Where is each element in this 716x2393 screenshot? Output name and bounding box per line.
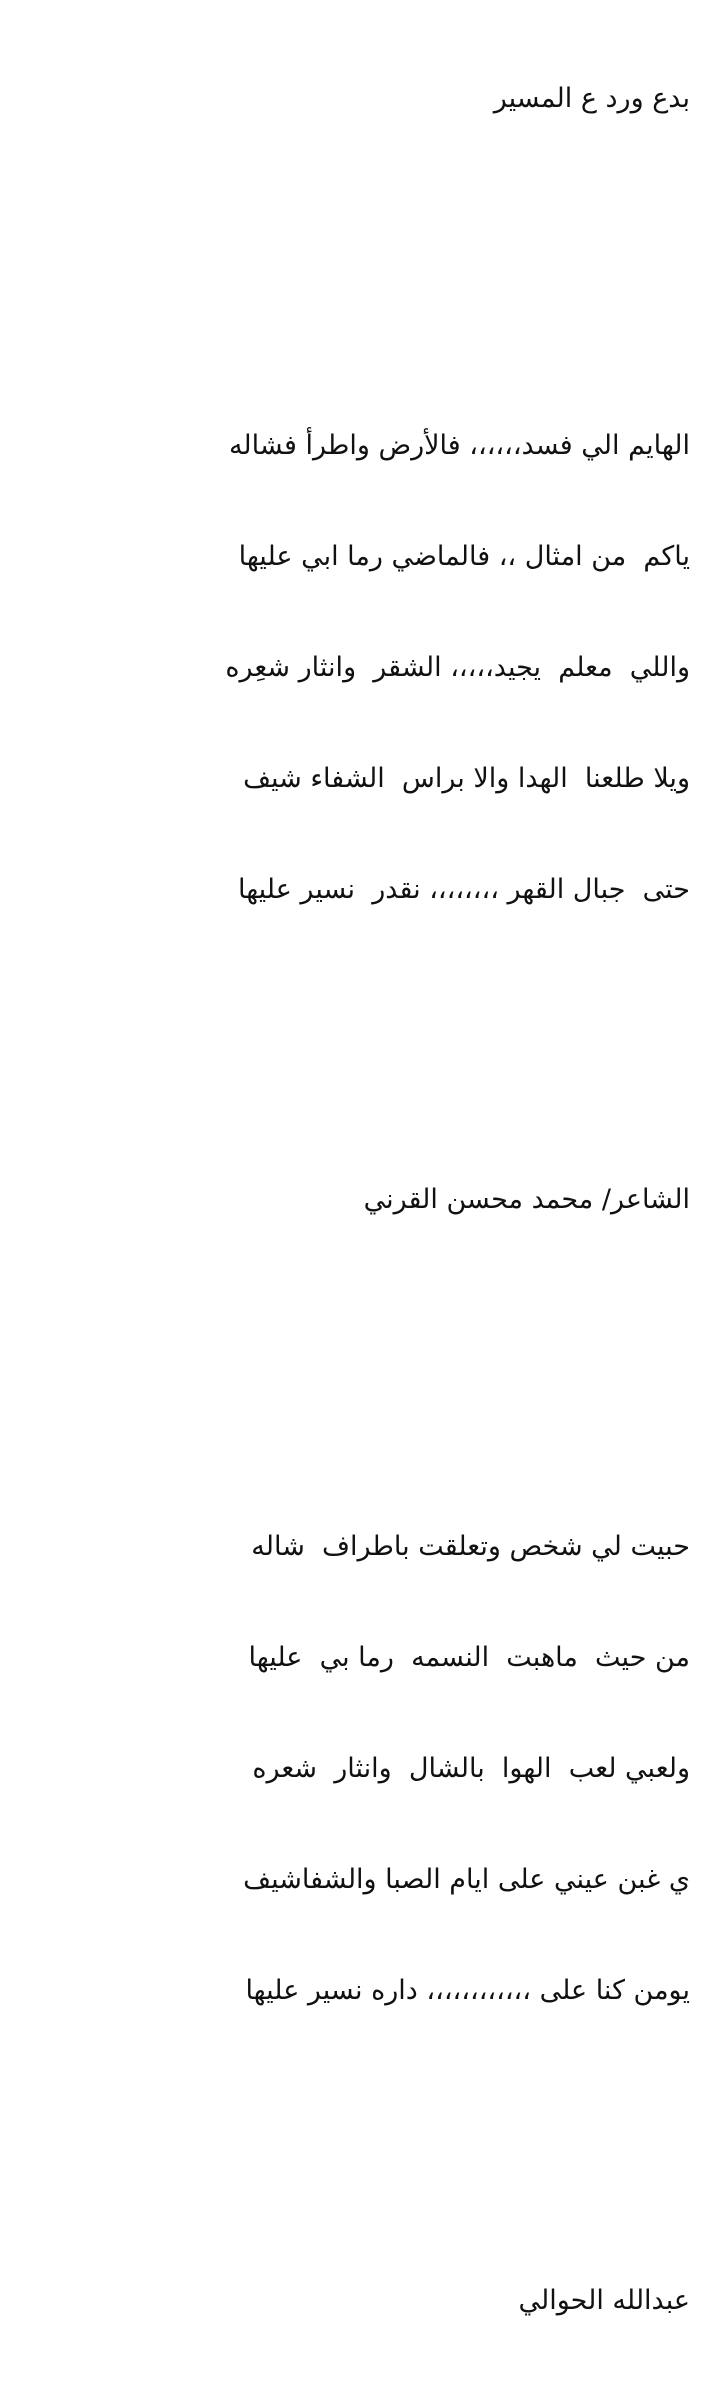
poem-2-line: ي غبن عيني على ايام الصبا والشفاشيف <box>243 1864 690 1895</box>
poem-1-line: الهايم الي فسد،،،،،، فالأرض واطرأ فشاله <box>228 430 690 461</box>
poem-text-block <box>190 6 690 2393</box>
poem-2-line: ولعبي لعب الهوا بالشال وانثار شعره <box>252 1753 690 1784</box>
poem-2-author: عبدالله الحوالي <box>518 2285 690 2316</box>
spacer <box>190 1056 690 1107</box>
spacer <box>190 191 690 242</box>
spacer <box>190 2157 690 2208</box>
poem-1-line: ياكم من امثال ،، فالماضي رما ابي عليها <box>238 541 690 572</box>
poem-1-author: الشاعر/ محمد محسن القرني <box>363 1184 690 1215</box>
document-title: بدع ورد ع المسير <box>493 83 690 114</box>
poem-1 <box>190 353 690 982</box>
poem-2-line: من حيث ماهبت النسمه رما بي عليها <box>248 1642 690 1673</box>
poem-1-line: حتى جبال القهر ،،،،،،،، نقدر نسير عليها <box>237 874 690 905</box>
poem-1-line: واللي معلم يجيد،،،،، الشقر وانثار شعِره <box>225 652 690 683</box>
poem-2-line: يومن كنا على ،،،،،،،،،،،، داره نسير عليها <box>245 1975 690 2006</box>
poem-1-line: ويلا طلعنا الهدا والا براس الشفاء شيف <box>243 763 690 794</box>
poem-2 <box>190 1454 690 2083</box>
spacer <box>190 1292 690 1343</box>
poem-2-line: حبيت لي شخص وتعلقت باطراف شاله <box>251 1531 690 1562</box>
